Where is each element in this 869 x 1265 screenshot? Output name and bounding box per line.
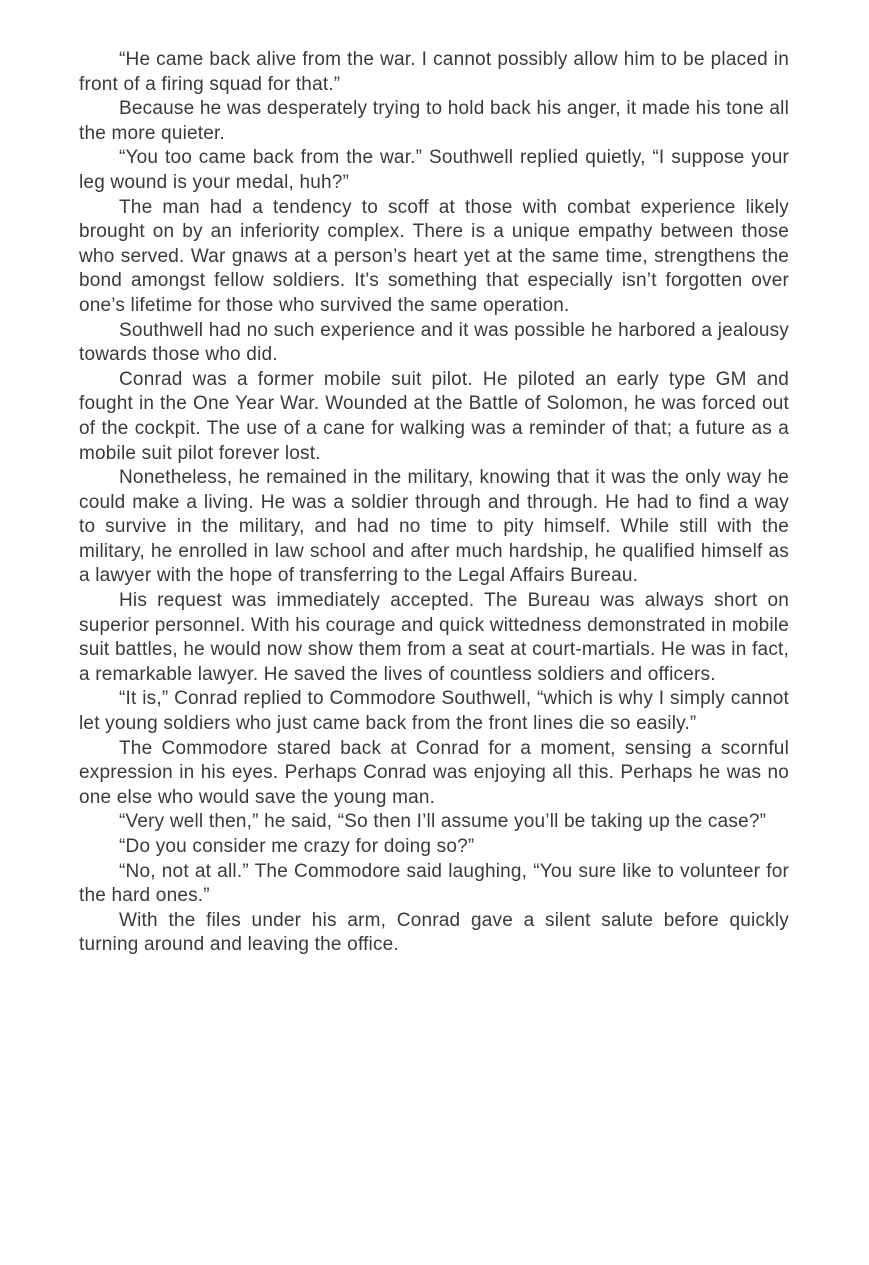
- paragraph: “Very well then,” he said, “So then I’ll assume you’ll be taking up the case?”: [119, 811, 767, 833]
- paragraph: With the files under his arm, Conrad gave a silent salute before quickly turning around and leaving the office.: [79, 909, 789, 956]
- paragraph: “It is,” Conrad replied to Commodore Southwell, “which is why I simply cannot let young soldiers who just came back from the front lines die so easily.”: [79, 688, 789, 735]
- text-block: [79, 48, 789, 958]
- paragraph: “No, not at all.” The Commodore said laughing, “You sure like to volunteer for the hard ones.”: [79, 860, 789, 907]
- paragraph: Because he was desperately trying to hold back his anger, it made his tone all the more quieter.: [79, 98, 789, 144]
- paragraph: His request was immediately accepted. The Bureau was always short on superior personnel. With his courage and quick wittedness demonstrated in mobile suit battles, he would now show them from a seat at court-martials. He was in fact, a remarkable lawyer. He saved the lives of countless soldiers and officers.: [79, 590, 789, 685]
- paragraph: “Do you consider me crazy for doing so?”: [119, 836, 475, 857]
- paragraph: Southwell had no such experience and it was possible he harbored a jealousy towards those who did.: [79, 319, 789, 366]
- paragraph: The man had a tendency to scoff at those with combat experience likely brought on by an inferiority complex. There is a unique empathy between those who served. War gnaws at a person’s heart yet at the same time, strengthens the bond amongst fellow soldiers. It’s something that especially isn’t forgotten over one’s lifetime for those who survived the same operation.: [79, 196, 789, 316]
- paragraph: “He came back alive from the war. I cannot possibly allow him to be placed in front of a firing squad for that.”: [79, 49, 789, 95]
- paragraph: Conrad was a former mobile suit pilot. He piloted an early type GM and fought in the One Year War. Wounded at the Battle of Solomon, he was forced out of the cockpit. The use of a cane for walking was a reminder of that; a future as a mobile suit pilot forever lost.: [79, 368, 789, 464]
- paragraph: The Commodore stared back at Conrad for a moment, sensing a scornful expression in his eyes. Perhaps Conrad was enjoying all this. Perhaps he was no one else who would save the young man.: [79, 737, 789, 808]
- paragraph: Nonetheless, he remained in the military, knowing that it was the only way he could make a living. He was a soldier through and through. He had to find a way to survive in the military, and had no time to pity himself. While still with the military, he enrolled in law school and after much hardship, he qualified himself as a lawyer with the hope of transferring to the Legal Affairs Bureau.: [79, 467, 789, 587]
- paragraph: “You too came back from the war.” Southwell replied quietly, “I suppose your leg wound is your medal, huh?”: [79, 147, 789, 193]
